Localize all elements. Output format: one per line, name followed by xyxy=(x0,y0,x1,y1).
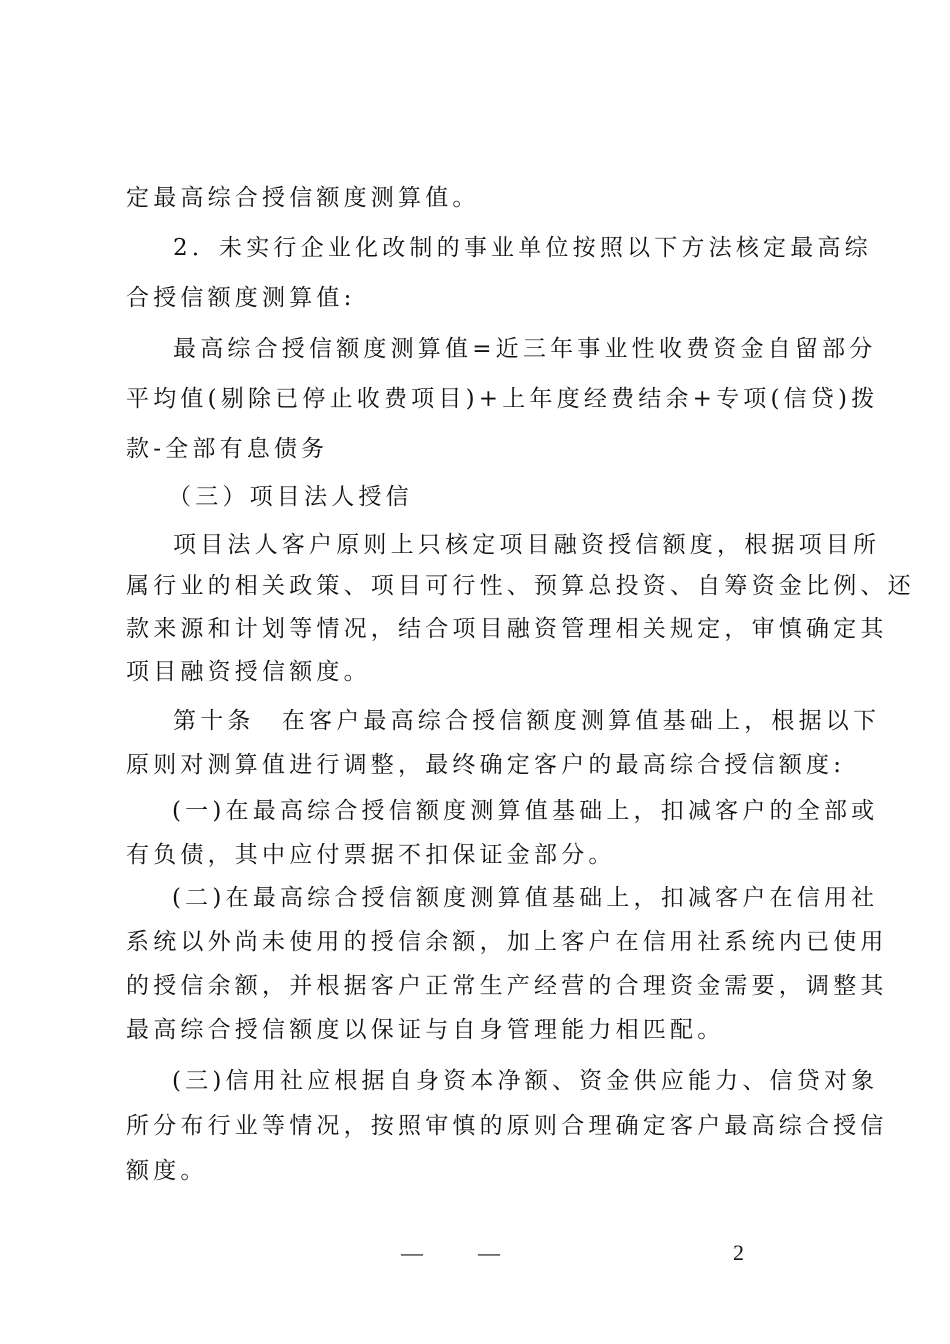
text-line: 原则对测算值进行调整，最终确定客户的最高综合授信额度: xyxy=(126,752,846,778)
text-line: 定最高综合授信额度测算值。 xyxy=(126,185,480,211)
text-line: 第十条 在客户最高综合授信额度测算值基础上，根据以下 xyxy=(173,708,881,734)
text-line: 款-全部有息债务 xyxy=(126,436,329,462)
text-line: 2．未实行企业化改制的事业单位按照以下方法核定最高综 xyxy=(173,235,872,261)
text-line: 最高综合授信额度以保证与自身管理能力相匹配。 xyxy=(126,1017,725,1043)
text-line: 的授信余额，并根据客户正常生产经营的合理资金需要，调整其 xyxy=(126,973,888,999)
text-line: (二)在最高综合授信额度测算值基础上，扣减客户在信用社 xyxy=(172,885,879,911)
text-line: 项目融资授信额度。 xyxy=(126,659,371,685)
text-line: 款来源和计划等情况，结合项目融资管理相关规定，审慎确定其 xyxy=(126,616,888,642)
text-line: 额度。 xyxy=(126,1158,208,1184)
section-heading: （三）项目法人授信 xyxy=(168,484,413,510)
text-line: 合授信额度测算值: xyxy=(126,285,356,311)
page-number: 2 xyxy=(733,1240,744,1265)
text-line: 平均值(剔除已停止收费项目)+上年度经费结余+专项(信贷)拨 xyxy=(126,386,879,412)
footer-right-dash: — xyxy=(478,1240,500,1265)
footer-left-dash: — xyxy=(401,1240,423,1265)
text-line: 系统以外尚未使用的授信余额，加上客户在信用社系统内已使用 xyxy=(126,929,888,955)
text-line: (一)在最高综合授信额度测算值基础上，扣减客户的全部或 xyxy=(172,798,879,824)
text-line: 最高综合授信额度测算值=近三年事业性收费资金自留部分 xyxy=(173,336,877,362)
text-line: 项目法人客户原则上只核定项目融资授信额度，根据项目所 xyxy=(173,532,881,558)
text-line: 属行业的相关政策、项目可行性、预算总投资、自筹资金比例、还 xyxy=(126,573,915,599)
text-line: (三)信用社应根据自身资本净额、资金供应能力、信贷对象 xyxy=(172,1068,879,1094)
text-line: 所分布行业等情况，按照审慎的原则合理确定客户最高综合授信 xyxy=(126,1113,888,1139)
text-line: 有负债，其中应付票据不扣保证金部分。 xyxy=(126,842,616,868)
